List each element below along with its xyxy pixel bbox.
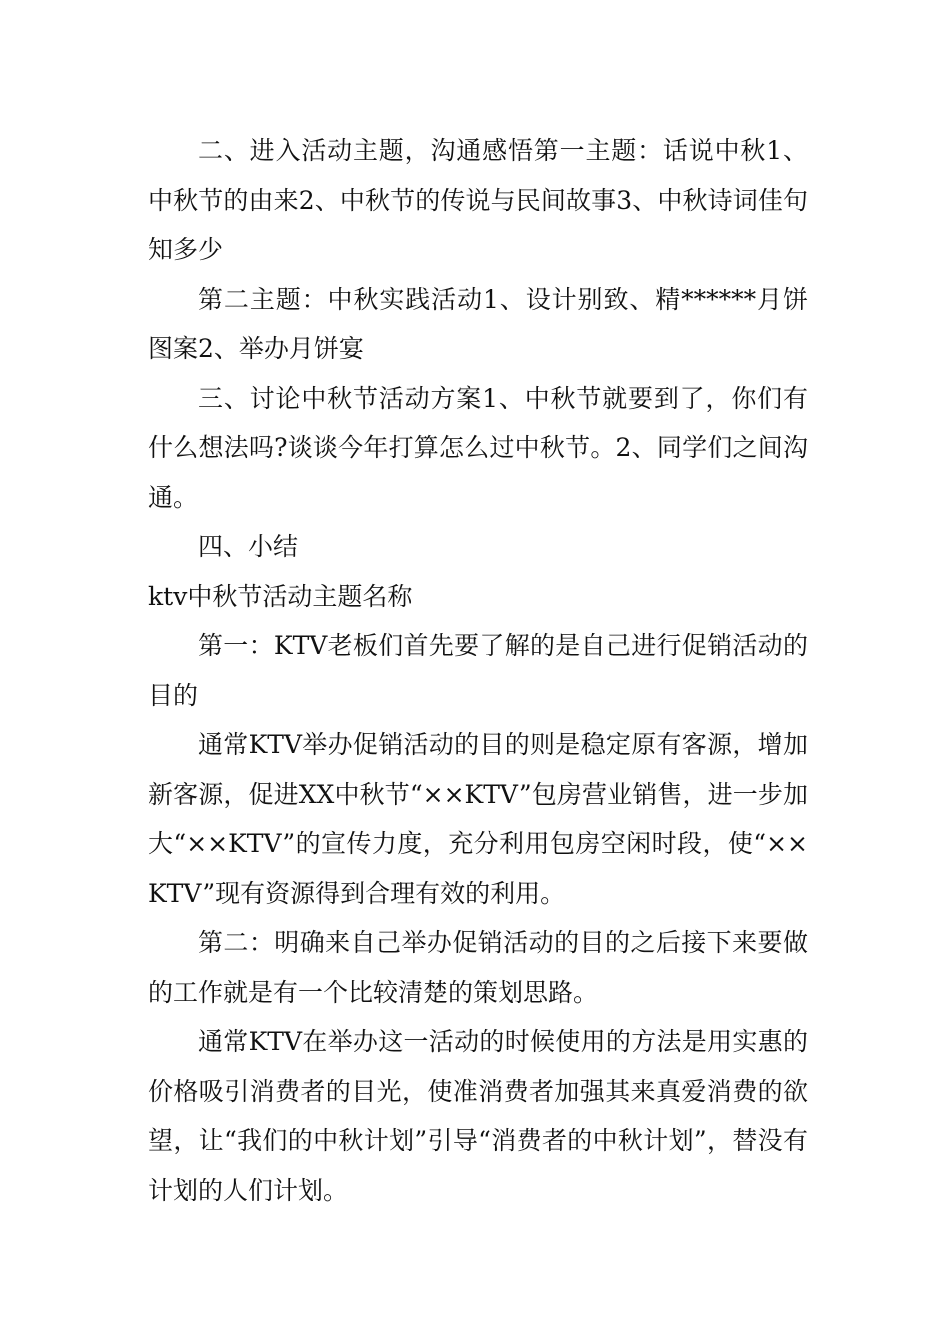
document-body	[148, 126, 808, 1215]
paragraph-second-point: 第二：明确来自己举办促销活动的目的之后接下来要做的工作就是有一个比较清楚的策划思路。	[148, 928, 808, 1007]
paragraph-first-point: 第一：KTV老板们首先要了解的是自己进行促销活动的目的	[148, 631, 808, 710]
paragraph-promotion-method: 通常KTV在举办这一活动的时候使用的方法是用实惠的价格吸引消费者的目光，使准消费者加强其来真爱消费的欲望，让“我们的中秋计划”引导“消费者的中秋计划”，替没有计划的人们计划。	[148, 1027, 808, 1205]
paragraph-section-three: 三、讨论中秋节活动方案1、中秋节就要到了，你们有什么想法吗?谈谈今年打算怎么过中秋节。2、同学们之间沟通。	[148, 383, 808, 512]
section-heading: ktv中秋节活动主题名称	[148, 581, 413, 611]
paragraph-second-theme: 第二主题：中秋实践活动1、设计别致、精******月饼图案2、举办月饼宴	[148, 284, 808, 363]
paragraph-promotion-purpose: 通常KTV举办促销活动的目的则是稳定原有客源，增加新客源，促进XX中秋节“××KTV”包房营业销售，进一步加大“××KTV”的宣传力度，充分利用包房空闲时段，使“××KTV”现有资源得到合理有效的利用。	[148, 730, 808, 908]
paragraph-section-four: 四、小结	[198, 532, 299, 561]
paragraph-section-two: 二、进入活动主题，沟通感悟第一主题：话说中秋1、中秋节的由来2、中秋节的传说与民间故事3、中秋诗词佳句知多少	[148, 136, 808, 264]
